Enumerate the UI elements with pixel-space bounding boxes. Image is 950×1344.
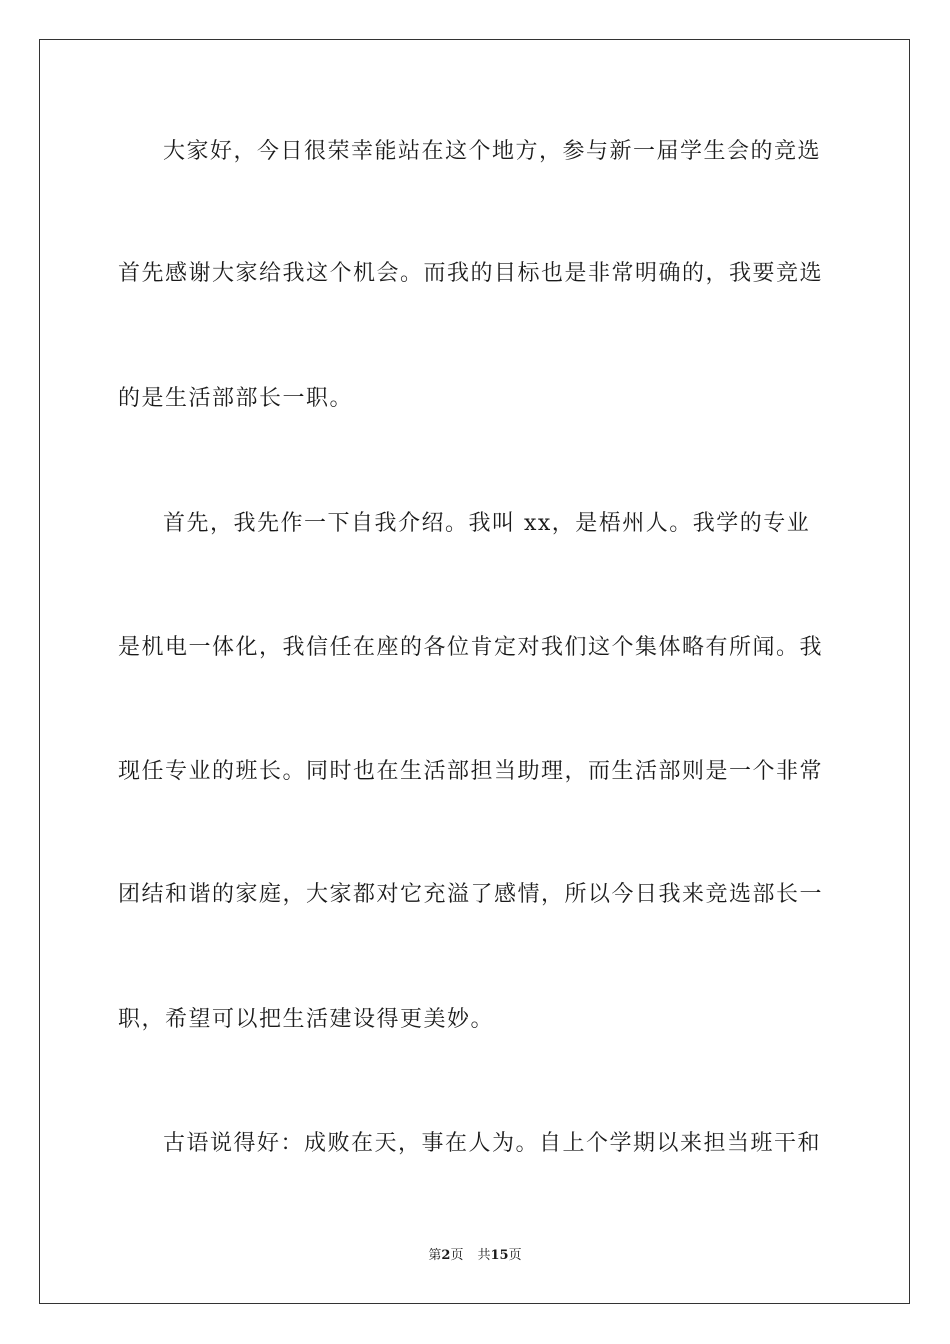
paragraph-1-line-2: 首先感谢大家给我这个机会。而我的目标也是非常明确的，我要竞选	[118, 261, 824, 286]
paragraph-2-line-4: 团结和谐的家庭，大家都对它充溢了感情，所以今日我来竞选部长一	[118, 882, 824, 907]
paragraph-2-line-3: 现任专业的班长。同时也在生活部担当助理，而生活部则是一个非常	[118, 759, 824, 784]
paragraph-3-line-1: 古语说得好：成败在天，事在人为。自上个学期以来担当班干和	[163, 1131, 822, 1156]
paragraph-2-line-2: 是机电一体化，我信任在座的各位肯定对我们这个集体略有所闻。我	[118, 635, 824, 660]
page-footer	[0, 1247, 950, 1265]
paragraph-2-line-5: 职，希望可以把生活建设得更美妙。	[118, 1007, 495, 1032]
paragraph-1-line-1: 大家好，今日很荣幸能站在这个地方，参与新一届学生会的竞选	[163, 139, 822, 164]
page-number: 2	[441, 1248, 451, 1263]
paragraph-2-line-1: 首先，我先作一下自我介绍。我叫 xx，是梧州人。我学的专业	[163, 511, 811, 536]
total-pages: 15	[490, 1248, 509, 1263]
page-label-prefix: 第	[428, 1248, 442, 1263]
paragraph-1-line-3: 的是生活部部长一职。	[118, 386, 354, 411]
page-label-suffix: 页	[450, 1248, 464, 1263]
total-label-prefix: 共	[477, 1248, 491, 1263]
page-border	[39, 39, 910, 1304]
total-label-suffix: 页	[508, 1248, 522, 1263]
